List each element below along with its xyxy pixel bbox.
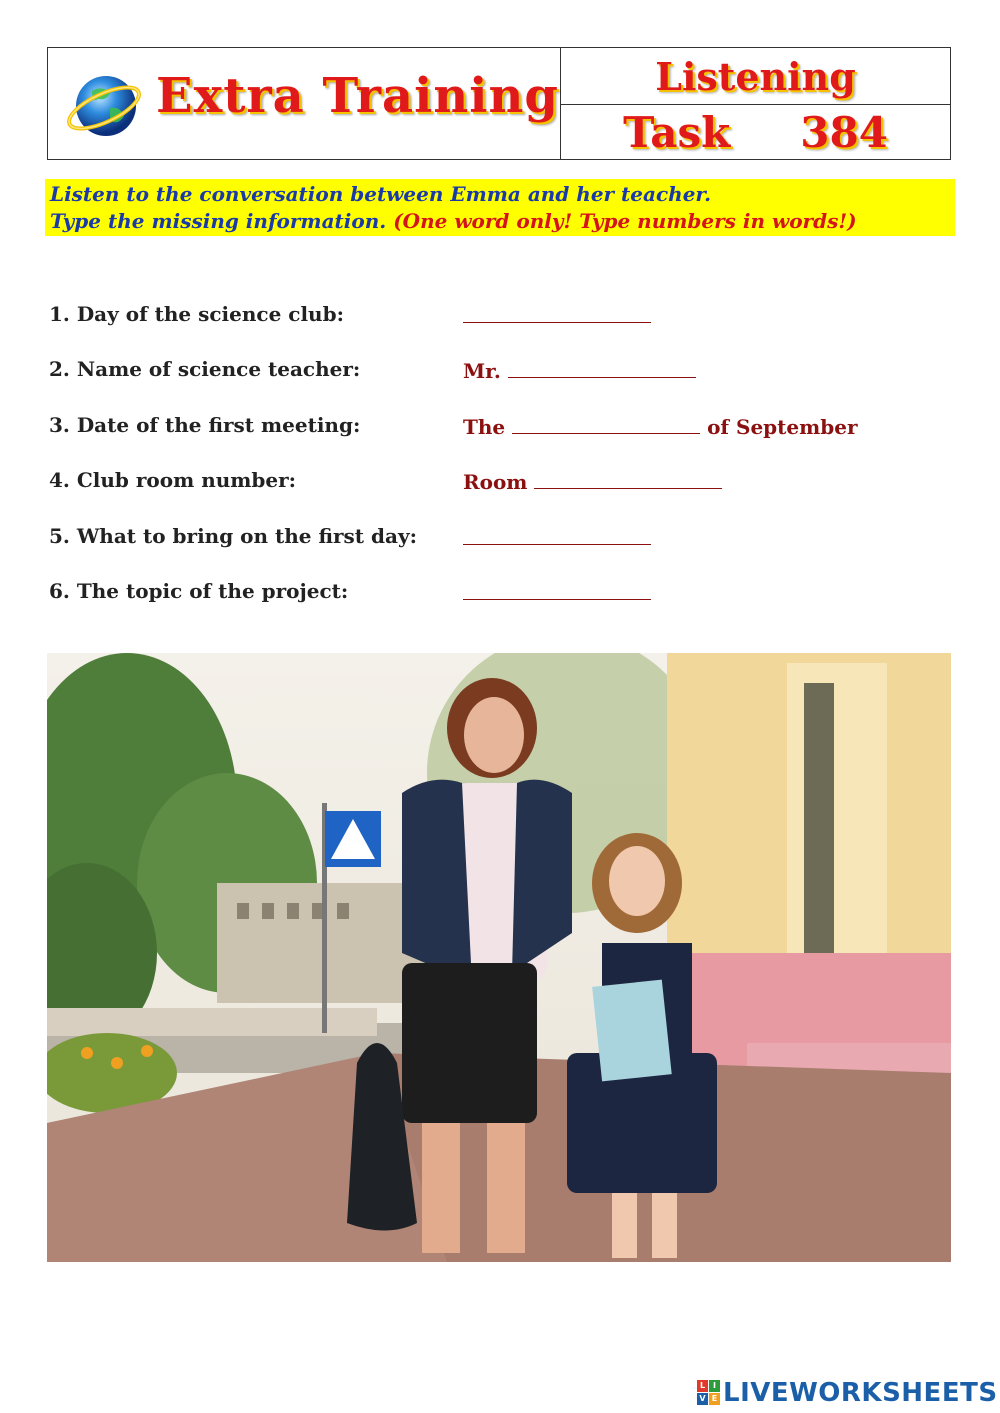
- instruction-line-2-note: (One word only! Type numbers in words!): [393, 209, 857, 233]
- section-row: [561, 48, 950, 105]
- badge-letter-v: V: [697, 1393, 708, 1405]
- question-2-answer: [463, 357, 696, 383]
- answer-field-5[interactable]: [463, 524, 651, 545]
- answer-field-3[interactable]: [512, 413, 700, 434]
- question-4-answer: [463, 468, 722, 494]
- question-4-prefix: Room: [463, 470, 528, 494]
- task-number: 384: [800, 107, 888, 157]
- instruction-line-2-main: Type the missing information.: [50, 209, 387, 233]
- answer-field-4[interactable]: [534, 468, 722, 489]
- brand-cell: [48, 48, 561, 159]
- task-row: [561, 105, 950, 159]
- question-5-answer: [463, 524, 651, 550]
- answer-field-1[interactable]: [463, 302, 651, 323]
- question-4-label: 4. Club room number:: [49, 468, 297, 492]
- liveworksheets-badge: [697, 1380, 721, 1406]
- instruction-line-1: Listen to the conversation between Emma and her teacher.: [50, 182, 712, 206]
- question-1-label: 1. Day of the science club:: [49, 302, 344, 326]
- question-6-label: 6. The topic of the project:: [49, 579, 349, 603]
- question-2-label: 2. Name of science teacher:: [49, 357, 361, 381]
- question-6-answer: [463, 579, 651, 605]
- badge-letter-l: L: [697, 1380, 708, 1392]
- question-3-answer: [463, 413, 858, 439]
- badge-letter-e: E: [709, 1393, 720, 1405]
- instruction-line-2: [50, 208, 950, 235]
- globe-icon: [62, 66, 144, 142]
- badge-letter-i: I: [709, 1380, 720, 1392]
- liveworksheets-logo[interactable]: [697, 1377, 998, 1409]
- question-5-label: 5. What to bring on the first day:: [49, 524, 417, 548]
- section-title: Listening: [655, 53, 856, 99]
- teacher-student-photo: [47, 653, 951, 1262]
- question-3-prefix: The: [463, 415, 506, 439]
- answer-field-6[interactable]: [463, 579, 651, 600]
- worksheet-header: [47, 47, 951, 160]
- task-label: Task: [623, 107, 731, 157]
- question-2-prefix: Mr.: [463, 359, 501, 383]
- liveworksheets-text: LIVEWORKSHEETS: [723, 1378, 998, 1408]
- brand-title: Extra Training: [156, 68, 559, 124]
- instructions-box: [45, 179, 955, 236]
- answer-field-2[interactable]: [508, 357, 696, 378]
- task-cell: [561, 48, 950, 159]
- question-3-label: 3. Date of the first meeting:: [49, 413, 361, 437]
- question-3-suffix: of September: [707, 415, 858, 439]
- question-1-answer: [463, 302, 651, 328]
